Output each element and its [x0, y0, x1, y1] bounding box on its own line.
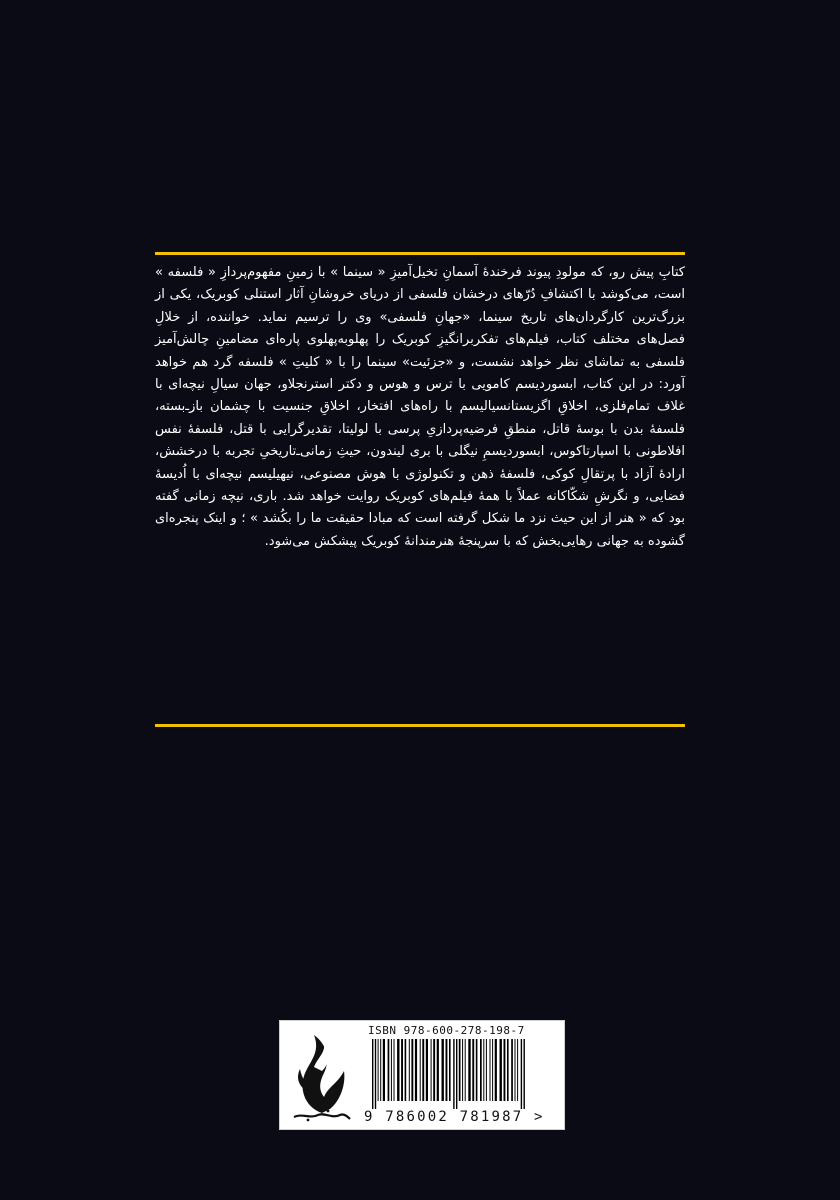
barcode-bar — [486, 1039, 487, 1101]
barcode-bar — [397, 1039, 399, 1101]
barcode-guard-bar — [456, 1039, 457, 1109]
barcode-bar — [422, 1039, 424, 1101]
barcode-bar — [483, 1039, 484, 1101]
barcode-bar — [500, 1039, 502, 1101]
barcode-bar — [378, 1039, 379, 1101]
top-yellow-rule — [155, 252, 685, 255]
barcode-bar — [411, 1039, 413, 1101]
barcode-bar — [507, 1039, 509, 1101]
barcode-bar — [465, 1039, 466, 1101]
barcode-bar — [490, 1039, 491, 1101]
barcode-bar — [449, 1039, 451, 1101]
barcode-bar — [462, 1039, 463, 1101]
barcode-bar — [476, 1039, 478, 1101]
barcode-bar — [468, 1039, 470, 1101]
barcode-bar — [472, 1039, 474, 1101]
barcode-bar — [517, 1039, 518, 1101]
barcode-bars — [368, 1039, 558, 1109]
barcode-bar — [391, 1039, 392, 1101]
barcode-bar — [405, 1039, 407, 1101]
ean-digits: 9 786002 781987 > — [364, 1109, 545, 1125]
barcode-bar — [380, 1039, 381, 1101]
barcode-bar — [446, 1039, 448, 1101]
back-cover-blurb: کتابِ پیش رو، که مولودِ پیوند فرخندهٔ آسمانِ تخیل‌آمیزِ « سینما » با زمینِ مفهوم‌پردازِ « فلسفه » است، می‌کوشد با اکتشافِ دُرّهای درخشان فلسفی از دریای خروشانِ آثار استنلی کوبریک، یکی از بزرگ‌ترین کارگردان‌های تاریخ سینما، «جهانِ فلسفی» وی را ترسیم نماید. خواننده، از خلالِ فصل‌های مختلف کتاب، فیلم‌های تفکربرانگیزِ کوبریک را پهلوبه‌پهلوی پاره‌ای مضامینِ چالش‌آمیز فلسفی به تماشای نظر خواهد نشست، و «جزئیت» سینما را با « کلیتِ » فلسفه گرد هم خواهد آورد: در این کتاب، ابسوردیسم کامویی با ترس و هوس و دکتر استرنجلاو، جهان سیالِ نیچه‌ای با غلاف تمام‌فلزی، اخلاقِ اگزیستانسیالیسم با راه‌های افتخار، اخلاقِ جنسیت با چشمان باز‌ـ‌بسته، فلسفهٔ بدن با بوسهٔ قاتل، منطقِ فرضیه‌پردازیِ پرسی با لولیتا، تقدیرگرایی با قتل، فلسفهٔ نفس افلاطونی با اسپارتاکوس، ابسوردیسمِ نیگلی با بری لیندون، حیثِ زمانی‌ـ‌تاریخیِ تجربه با درخشش، ارادهٔ آزاد با پرتقالِ کوکی، فلسفهٔ ذهن و تکنولوژی با هوش مصنوعی، نیهیلیسم نیچه‌ای با اُدیسهٔ فضایی، و نگرشِ شکّاکانه عملاً با همهٔ فیلم‌های کوبریک روایت خواهد شد. باری، نیچه زمانی گفته بود که « هنر از این حیث نزد ما شکل گرفته است که مبادا حقیقت ما را بکُشد » ؛ و اینک پنجره‌ای گشوده به جهانی رهایی‌بخش که با سرپنجهٔ هنرمندانهٔ کوبریک پیشکش می‌شود. — [155, 265, 685, 549]
barcode-bar — [394, 1039, 395, 1101]
bottom-yellow-rule — [155, 724, 685, 727]
barcode-guard-bar — [521, 1039, 522, 1109]
publisher-logo-icon — [284, 1027, 358, 1123]
barcode-bar — [415, 1039, 417, 1101]
barcode-bar — [515, 1039, 516, 1101]
barcode-bar — [492, 1039, 493, 1101]
barcode-bar — [420, 1039, 421, 1101]
barcode-bar — [495, 1039, 497, 1101]
barcode-bar — [459, 1039, 461, 1101]
barcode-bar — [437, 1039, 439, 1101]
barcode-bar — [433, 1039, 435, 1101]
barcode-bar — [383, 1039, 385, 1101]
barcode-guard-bar — [372, 1039, 373, 1109]
barcode-bar — [409, 1039, 410, 1101]
barcode-bar — [511, 1039, 513, 1101]
barcode-bar — [426, 1039, 428, 1101]
barcode-bar — [504, 1039, 506, 1101]
barcode-bar — [480, 1039, 482, 1101]
barcode-bar — [401, 1039, 403, 1101]
isbn-label: ISBN 978-600-278-198-7 — [368, 1024, 525, 1037]
barcode-bar — [388, 1039, 390, 1101]
barcode-bar — [431, 1039, 432, 1101]
barcode-guard-bar — [453, 1039, 454, 1109]
barcode-bar — [442, 1039, 444, 1101]
barcode-guard-bar — [375, 1039, 376, 1109]
isbn-barcode-block — [279, 1020, 565, 1130]
barcode-guard-bar — [524, 1039, 525, 1109]
